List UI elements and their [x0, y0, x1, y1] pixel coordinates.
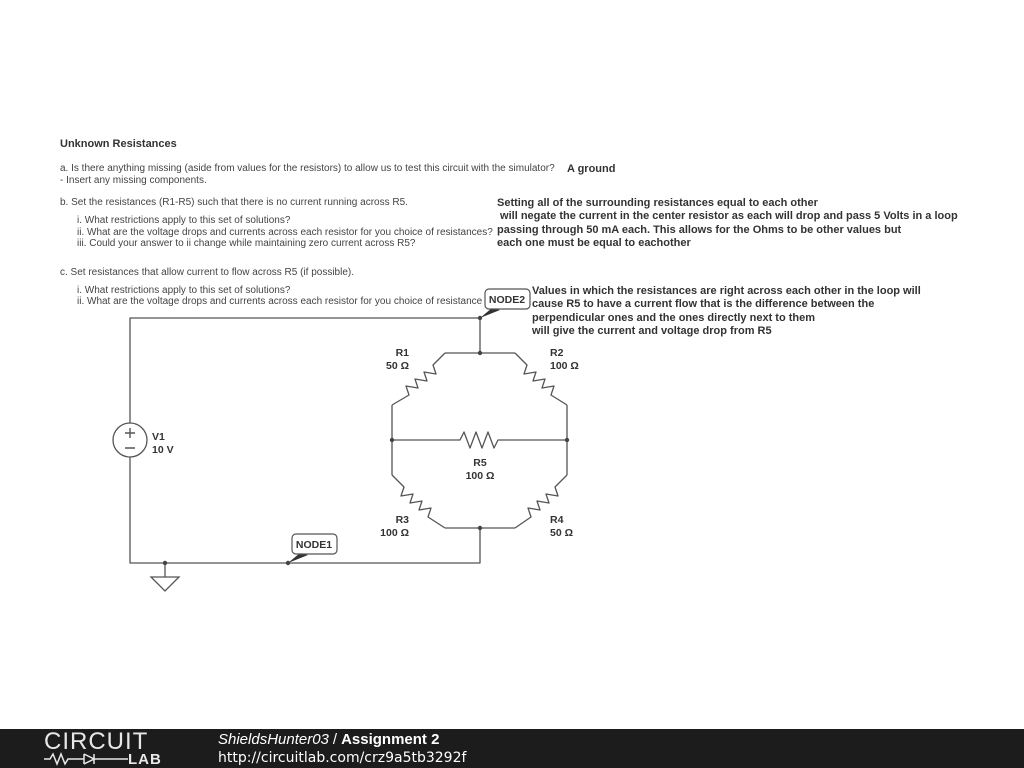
r4-value: 50 Ω	[550, 527, 574, 539]
r1-name: R1	[395, 347, 409, 359]
node2-label: NODE2	[488, 294, 526, 306]
ground-symbol-icon	[151, 577, 179, 591]
circuitlab-logo-text[interactable]: CIRCUIT	[44, 728, 149, 755]
answer-b-line: each one must be equal to eachother	[497, 237, 691, 249]
circuitlab-logo-mark[interactable]	[44, 752, 174, 766]
resistor-diode-logo-icon	[44, 752, 128, 766]
voltage-source-icon	[113, 423, 147, 457]
footer-separator: /	[332, 731, 338, 748]
r2-value: 100 Ω	[550, 360, 579, 372]
question-c: c. Set resistances that allow current to flow across R5 (if possible).	[60, 267, 355, 278]
question-b-ii: ii. What are the voltage drops and currents across each resistor for you choice of resistances?	[77, 227, 493, 238]
question-a: a. Is there anything missing (aside from values for the resistors) to allow us to test this circuit with the simulator?	[60, 163, 555, 174]
wire-top	[130, 318, 480, 440]
r3-name: R3	[395, 514, 409, 526]
question-a-sub: - Insert any missing components.	[60, 175, 207, 186]
r4-name: R4	[550, 514, 564, 526]
question-c-i: i. What restrictions apply to this set of solutions?	[77, 285, 291, 296]
footer-username[interactable]: ShieldsHunter03	[218, 731, 329, 748]
answer-b-line: will negate the current in the center resistor as each will drop and pass 5 Volts in a loop	[497, 210, 958, 222]
resistor-r5	[392, 432, 567, 448]
question-b-i: i. What restrictions apply to this set of solutions?	[77, 215, 291, 226]
question-b-iii: iii. Could your answer to ii change while maintaining zero current across R5?	[77, 238, 416, 249]
circuitlab-logo-lab: LAB	[128, 751, 162, 768]
answer-c-line: Values in which the resistances are right across each other in the loop will	[532, 285, 921, 297]
question-b: b. Set the resistances (R1-R5) such that there is no current running across R5.	[60, 197, 408, 208]
r5-name: R5	[473, 457, 487, 469]
v1-value: 10 V	[152, 444, 174, 456]
question-c-ii: ii. What are the voltage drops and currents across each resistor for you choice of resistance	[77, 296, 483, 307]
r3-value: 100 Ω	[380, 527, 409, 539]
footer-project-name[interactable]: Assignment 2	[341, 731, 440, 748]
answer-b-line: Setting all of the surrounding resistances equal to each other	[497, 197, 818, 209]
r1-value: 50 Ω	[385, 360, 409, 372]
footer-bar	[0, 729, 1024, 768]
node1-label: NODE1	[295, 539, 333, 551]
answer-b-line: passing through 50 mA each. This allows for the Ohms to be other values but	[497, 224, 902, 236]
r2-name: R2	[550, 347, 564, 359]
footer-title	[218, 731, 439, 749]
answer-a: A ground	[567, 163, 616, 175]
page-title: Unknown Resistances	[60, 138, 177, 150]
r5-value: 100 Ω	[465, 470, 495, 482]
answer-c-line: will give the current and voltage drop from R5	[532, 325, 772, 337]
answer-c-line: cause R5 to have a current flow that is the difference between the	[532, 298, 875, 310]
footer-url[interactable]: http://circuitlab.com/crz9a5tb3292f	[218, 750, 467, 766]
answer-c-line: perpendicular ones and the ones directly next to them	[532, 312, 816, 324]
v1-name: V1	[152, 431, 165, 443]
